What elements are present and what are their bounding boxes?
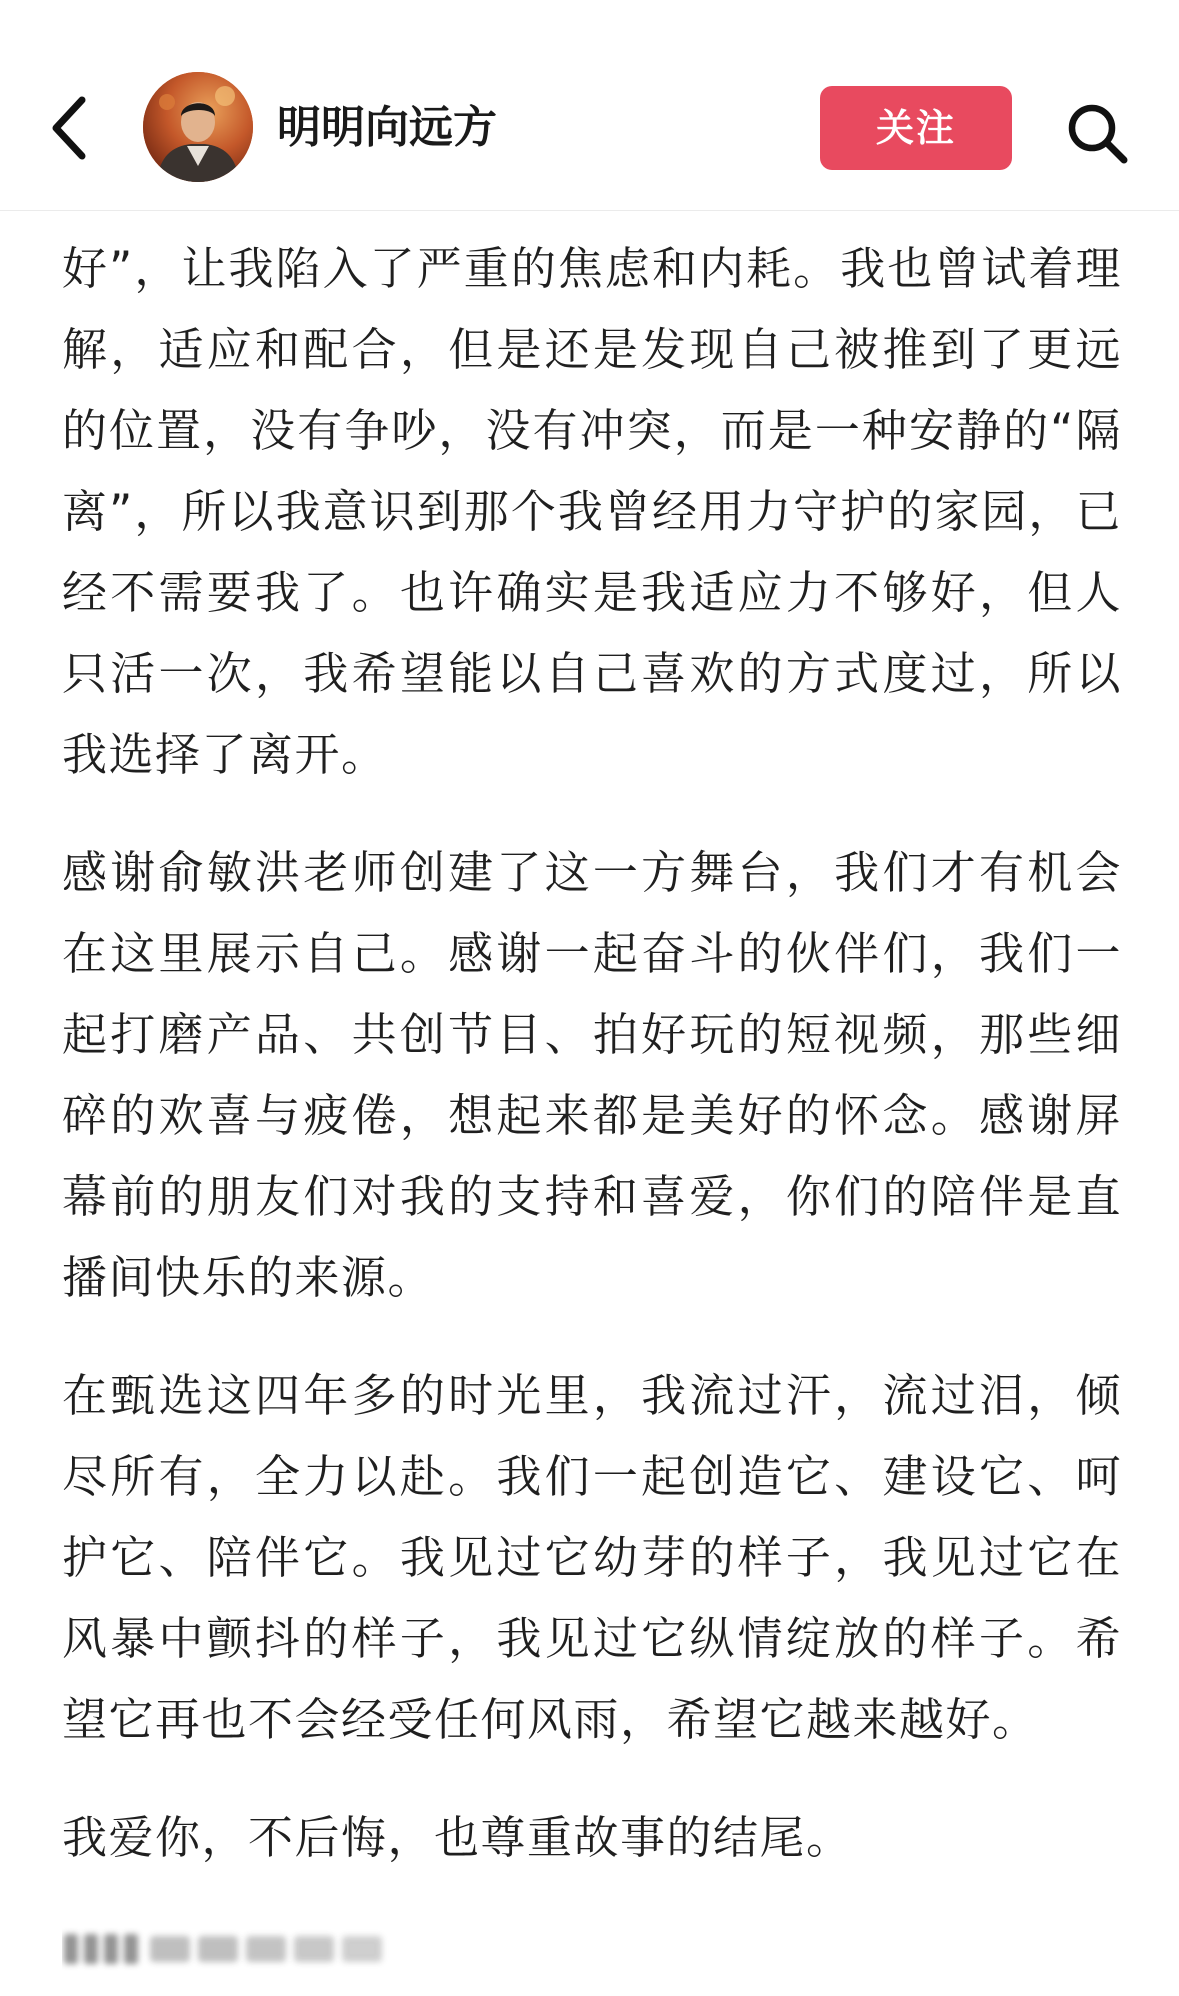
avatar[interactable] [143, 72, 253, 182]
top-bar [0, 0, 1179, 211]
search-button[interactable] [1062, 98, 1134, 170]
article-paragraph: 感谢俞敏洪老师创建了这一方舞台，我们才有机会在这里展示自己。感谢一起奋斗的伙伴们，我们一起打磨产品、共创节目、拍好玩的短视频，那些细碎的欢喜与疲倦，想起来都是美好的怀念。感谢屏幕前的朋友们对我的支持和喜爱，你们的陪伴是直播间快乐的来源。 [62, 846, 1122, 1304]
chevron-left-icon [40, 88, 104, 168]
author-name[interactable]: 明明向远方 [277, 102, 497, 153]
follow-button[interactable]: 关注 [820, 86, 1012, 170]
back-button[interactable] [40, 88, 104, 168]
blurred-footer-text [62, 1922, 392, 1972]
article-paragraph: 在甄选这四年多的时光里，我流过汗，流过泪，倾尽所有，全力以赴。我们一起创造它、建设它、呵护它、陪伴它。我见过它幼芽的样子，我见过它在风暴中颤抖的样子，我见过它纵情绽放的样子。希望它再也不会经受任何风雨，希望它越来越好。 [62, 1369, 1122, 1746]
article-paragraph: 好”，让我陷入了严重的焦虑和内耗。我也曾试着理解，适应和配合，但是还是发现自己被推到了更远的位置，没有争吵，没有冲突，而是一种安静的“隔离”，所以我意识到那个我曾经用力守护的家园，已经不需要我了。也许确实是我适应力不够好，但人只活一次，我希望能以自己喜欢的方式度过，所以我选择了离开。 [62, 242, 1122, 781]
article-paragraph: 我爱你，不后悔，也尊重故事的结尾。 [62, 1811, 853, 1864]
article-body [62, 228, 1122, 1915]
search-icon [1062, 98, 1134, 170]
